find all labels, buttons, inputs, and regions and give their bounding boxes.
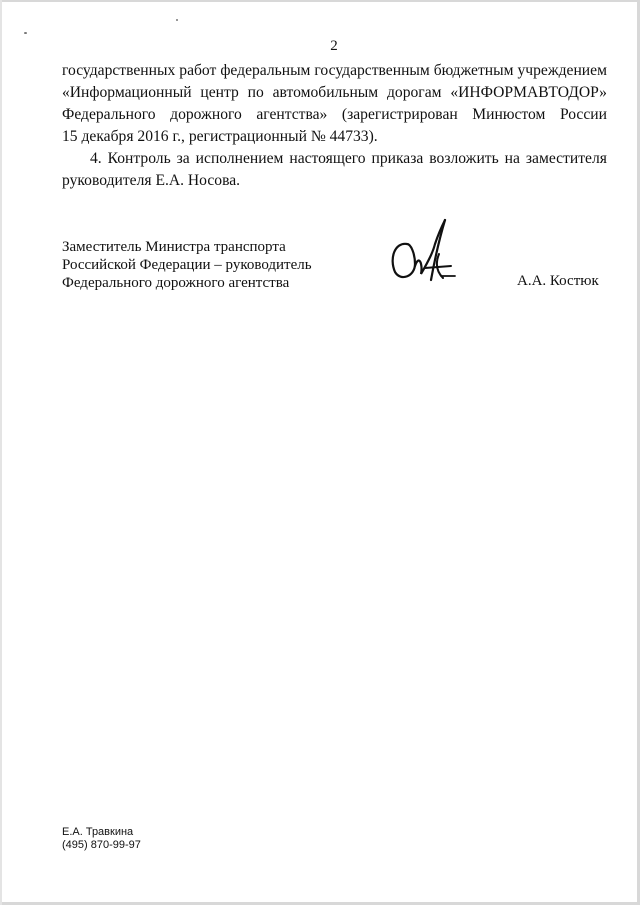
- page-edge-top: [0, 0, 640, 2]
- executor-phone: (495) 870-99-97: [62, 839, 141, 851]
- paragraph-2-last-line: руководителя Е.А. Носова.: [62, 172, 241, 189]
- executor-name: Е.А. Травкина: [62, 826, 134, 838]
- paragraph-1-line-1: государственных работ федеральным государственным бюджетным учреждением: [62, 62, 607, 79]
- signer-position-line-2: Российской Федерации – руководитель: [62, 257, 312, 273]
- handwritten-signature: [385, 214, 465, 294]
- paragraph-1-last-line: 15 декабря 2016 г., регистрационный № 44733).: [62, 128, 378, 145]
- scan-speck: [24, 32, 27, 34]
- scan-speck: [176, 19, 178, 21]
- paragraph-2-line-1: 4. Контроль за исполнением настоящего приказа возложить на заместителя: [90, 150, 607, 167]
- page-number: 2: [330, 38, 338, 54]
- paragraph-1-line-2: «Информационный центр по автомобильным дорогам «ИНФОРМАВТОДОР»: [62, 84, 607, 101]
- paragraph-1-line-3: Федерального дорожного агентства» (зарегистрирован Минюстом России: [62, 106, 607, 123]
- signer-position-line-1: Заместитель Министра транспорта: [62, 239, 286, 255]
- signer-position-line-3: Федерального дорожного агентства: [62, 275, 290, 291]
- page-edge-left: [0, 0, 2, 905]
- signer-name: А.А. Костюк: [517, 273, 599, 289]
